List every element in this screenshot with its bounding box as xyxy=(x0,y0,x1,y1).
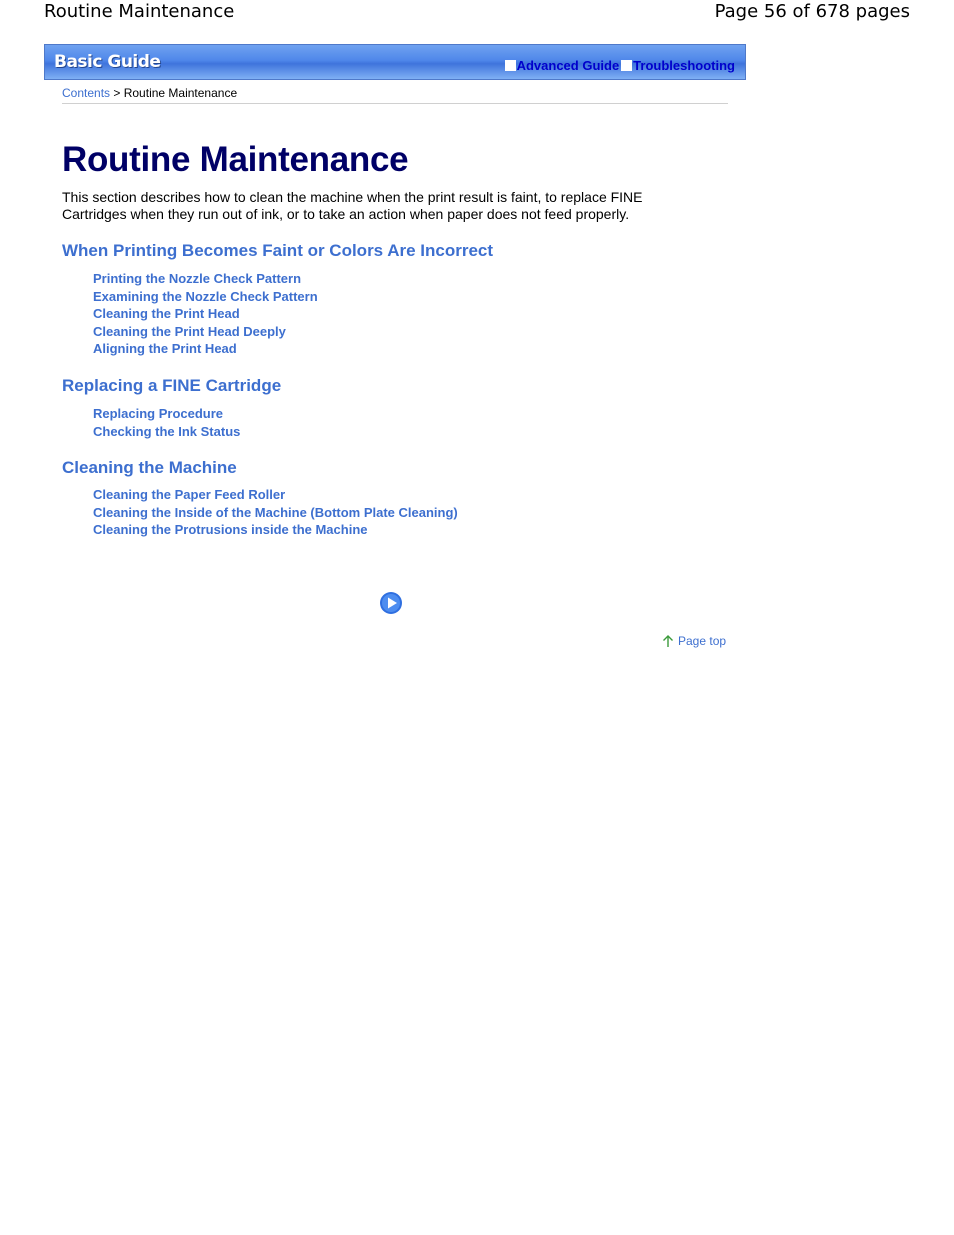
link-cleaning-inside-machine[interactable]: Cleaning the Inside of the Machine (Bottom Plate Cleaning) xyxy=(93,504,458,520)
print-header-page-info: Page 56 of 678 pages xyxy=(714,1,910,22)
page-title: Routine Maintenance xyxy=(62,140,409,179)
link-cleaning-paper-feed-roller[interactable]: Cleaning the Paper Feed Roller xyxy=(93,487,286,502)
link-aligning-print-head[interactable]: Aligning the Print Head xyxy=(93,341,237,356)
guide-nav xyxy=(505,58,735,73)
link-examining-nozzle-check-pattern[interactable]: Examining the Nozzle Check Pattern xyxy=(93,288,318,304)
intro-text: This section describes how to clean the machine when the print result is faint, to replace FINE Cartridges when they run out of ink, or to take an action when paper does not feed properly. xyxy=(62,189,643,222)
link-replacing-procedure[interactable]: Replacing Procedure xyxy=(93,406,224,421)
page-top-link[interactable]: Page top xyxy=(678,634,727,648)
list-item xyxy=(93,504,458,522)
cleaning-machine-links xyxy=(93,486,458,539)
link-printing-nozzle-check-pattern[interactable]: Printing the Nozzle Check Pattern xyxy=(93,271,302,286)
list-item xyxy=(93,288,318,306)
breadcrumb-contents-link[interactable]: Contents xyxy=(62,86,111,100)
print-header xyxy=(0,0,954,30)
list-item xyxy=(93,340,318,358)
link-checking-ink-status[interactable]: Checking the Ink Status xyxy=(93,423,241,439)
breadcrumb xyxy=(62,86,728,104)
list-item xyxy=(93,486,458,504)
up-arrow-icon xyxy=(662,634,674,648)
print-header-title: Routine Maintenance xyxy=(44,1,235,22)
troubleshooting-link[interactable]: Troubleshooting xyxy=(633,58,735,73)
link-cleaning-protrusions[interactable]: Cleaning the Protrusions inside the Machine xyxy=(93,522,368,537)
page-top xyxy=(662,634,726,648)
troubleshooting-icon xyxy=(621,60,632,71)
guide-banner xyxy=(44,44,746,80)
link-cleaning-print-head-deeply[interactable]: Cleaning the Print Head Deeply xyxy=(93,323,286,339)
advanced-guide-icon xyxy=(505,60,516,71)
section-title-faint-printing: When Printing Becomes Faint or Colors Are Incorrect xyxy=(62,241,494,260)
list-item xyxy=(93,305,318,323)
faint-printing-links xyxy=(93,270,318,358)
list-item xyxy=(93,270,318,288)
basic-guide-logo: Basic Guide xyxy=(54,52,161,72)
breadcrumb-current: Routine Maintenance xyxy=(123,86,238,100)
list-item xyxy=(93,423,240,441)
link-cleaning-print-head[interactable]: Cleaning the Print Head xyxy=(93,306,240,321)
breadcrumb-separator: > xyxy=(110,86,124,100)
list-item xyxy=(93,521,458,539)
list-item xyxy=(93,323,318,341)
section-title-cleaning-machine: Cleaning the Machine xyxy=(62,458,237,477)
advanced-guide-link[interactable]: Advanced Guide xyxy=(516,58,620,73)
list-item xyxy=(93,405,240,423)
section-title-replacing-cartridge: Replacing a FINE Cartridge xyxy=(62,376,282,395)
replacing-cartridge-links xyxy=(93,405,240,440)
next-page-arrow-icon[interactable] xyxy=(379,591,403,615)
